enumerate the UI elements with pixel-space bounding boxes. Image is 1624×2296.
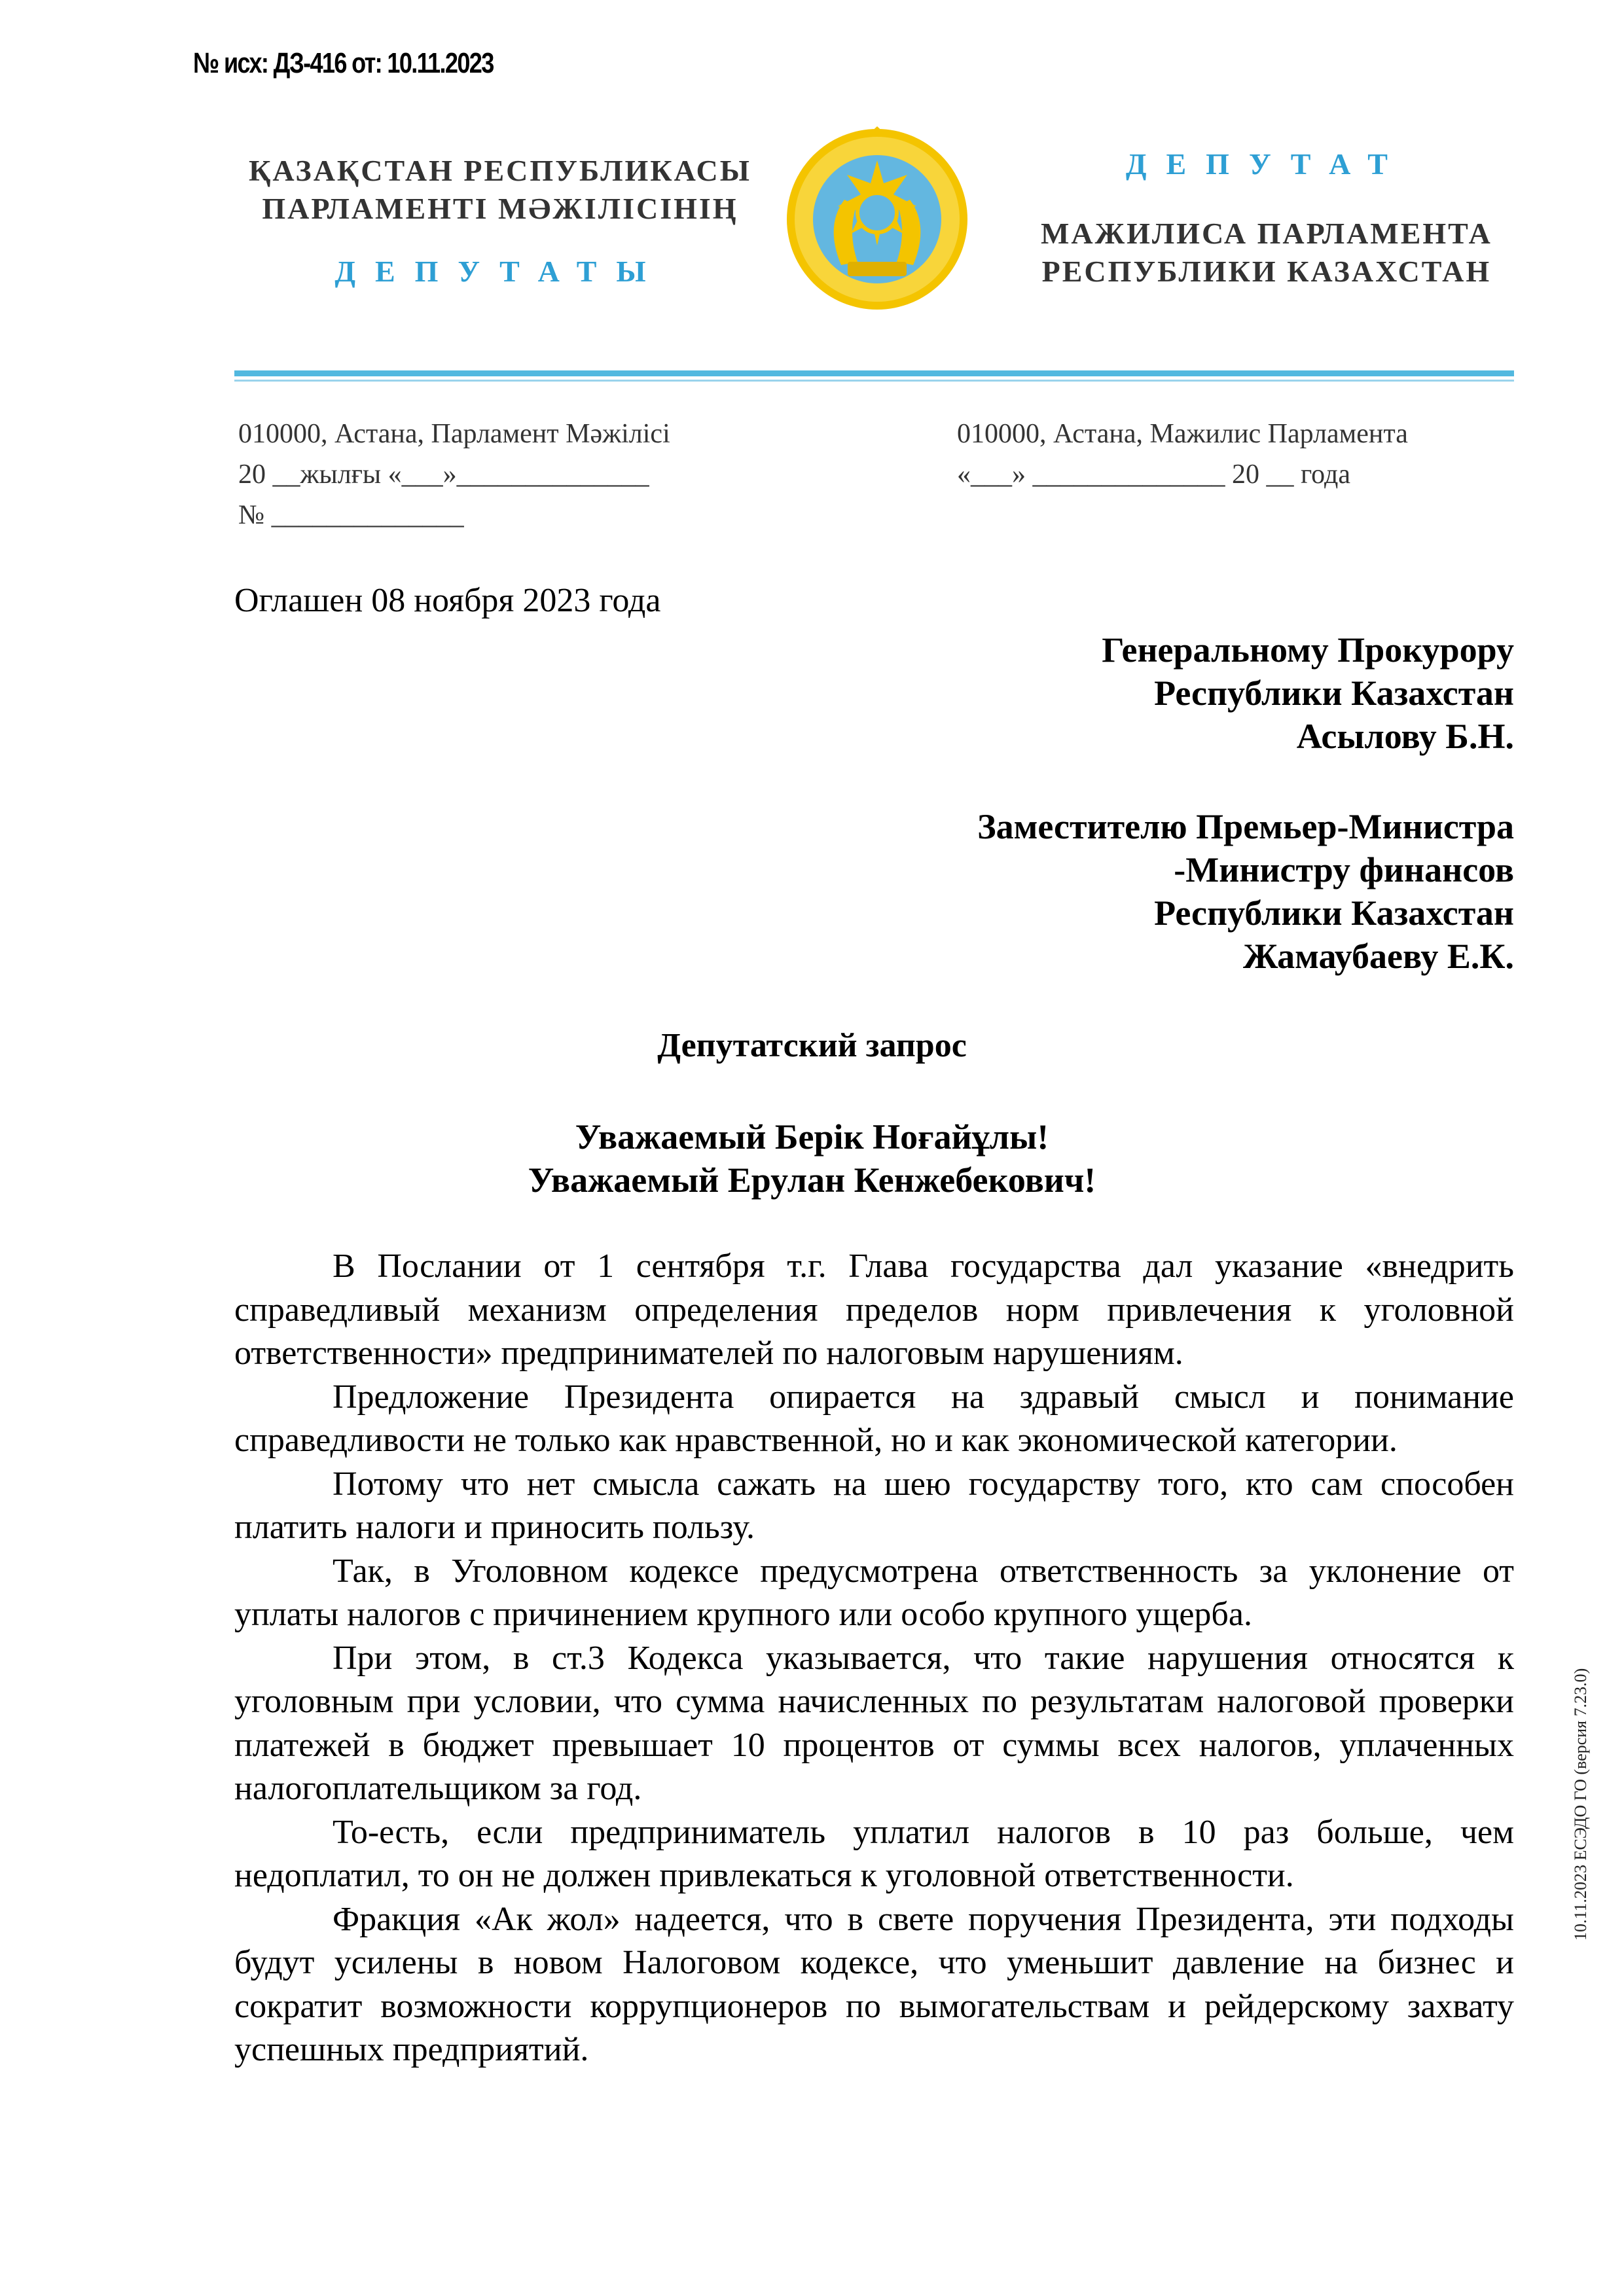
- address-kz-line3: № ______________: [238, 500, 464, 530]
- announced-date: Оглашен 08 ноября 2023 года: [234, 582, 661, 619]
- address-ru-line1: 010000, Астана, Мажилис Парламента: [957, 419, 1408, 449]
- registration-stamp: 10.11.2023 ЕСЭДО ГО (версия 7.23.0): [1571, 1668, 1590, 1941]
- letterhead-ru-line1: МАЖИЛИСА ПАРЛАМЕНТА: [1041, 217, 1492, 250]
- addressee-line: Заместителю Премьер-Министра: [977, 807, 1514, 846]
- outgoing-reference: № исх: ДЗ-416 от: 10.11.2023: [193, 47, 494, 79]
- body-paragraph: То-есть, если предприниматель уплатил налогов в 10 раз больше, чем недоплатил, то он не должен привлекаться к уголовной ответственности.: [234, 1813, 1514, 1894]
- state-emblem-icon: [779, 121, 975, 317]
- salutation-line: Уважаемый Берік Ноғайұлы!: [575, 1117, 1049, 1157]
- address-kz-line1: 010000, Астана, Парламент Мәжілісі: [238, 419, 670, 449]
- body-paragraph: При этом, в ст.3 Кодекса указывается, что такие нарушения относятся к уголовным при условии, что сумма начисленных по результатам налоговой проверки платежей в бюджет превышает 10 процентов от суммы всех налогов, уплаченных налогоплательщиком за год.: [234, 1639, 1514, 1807]
- letterhead-kz-line1: ҚАЗАҚСТАН РЕСПУБЛИКАСЫ: [249, 154, 751, 187]
- body-paragraph: Потому что нет смысла сажать на шею государству того, кто сам способен платить налоги и приносить пользу.: [234, 1465, 1514, 1546]
- addressee-line: Республики Казахстан: [1154, 673, 1514, 713]
- salutations: [0, 1115, 1624, 1202]
- letterhead-kz-title: ДЕПУТАТЫ: [334, 255, 666, 288]
- letter-body: [234, 1245, 1514, 2072]
- letterhead-kz: [249, 152, 751, 291]
- body-paragraph: В Послании от 1 сентября т.г. Глава государства дал указание «внедрить справедливый механизм определения пределов норм привлечения к уголовной ответственности» предпринимателей по налоговым нарушениям.: [234, 1247, 1514, 1372]
- letterhead-ru: [1041, 145, 1492, 291]
- addressee-line: Асылову Б.Н.: [1296, 717, 1514, 756]
- request-title: Депутатский запрос: [657, 1027, 967, 1064]
- addressee-prosecutor: [1102, 628, 1514, 758]
- addressee-finance-minister: [977, 805, 1514, 978]
- address-kz: [238, 414, 670, 535]
- addressee-line: Жамаубаеву Е.К.: [1243, 937, 1514, 976]
- letterhead-divider-thin: [234, 380, 1514, 382]
- addressee-line: Генеральному Прокурору: [1102, 630, 1514, 670]
- letterhead-ru-line2: РЕСПУБЛИКИ КАЗАХСТАН: [1041, 255, 1492, 288]
- address-kz-line2: 20 __жылғы «___»______________: [238, 459, 649, 490]
- addressee-line: Республики Казахстан: [1154, 893, 1514, 933]
- addressee-line: -Министру финансов: [1174, 850, 1514, 889]
- letterhead-divider: [234, 370, 1514, 376]
- body-paragraph: Так, в Уголовном кодексе предусмотрена ответственность за уклонение от уплаты налогов с причинением крупного или особо крупного ущерба.: [234, 1552, 1514, 1633]
- body-paragraph: Предложение Президента опирается на здравый смысл и понимание справедливости не только как нравственной, но и как экономической категории.: [234, 1378, 1514, 1459]
- address-ru: [957, 414, 1408, 495]
- body-paragraph: Фракция «Ак жол» надеется, что в свете поручения Президента, эти подходы будут усилены в новом Налоговом кодексе, что уменьшит давление на бизнес и сократит возможности коррупционеров по вымогательствам и рейдерскому захвату успешных предприятий.: [234, 1900, 1514, 2068]
- letterhead-kz-line2: ПАРЛАМЕНТІ МӘЖІЛІСІНІҢ: [262, 192, 738, 225]
- letterhead-ru-title: ДЕПУТАТ: [1125, 147, 1407, 181]
- address-ru-line2: «___» ______________ 20 __ года: [957, 459, 1350, 490]
- salutation-line: Уважаемый Ерулан Кенжебекович!: [528, 1160, 1096, 1200]
